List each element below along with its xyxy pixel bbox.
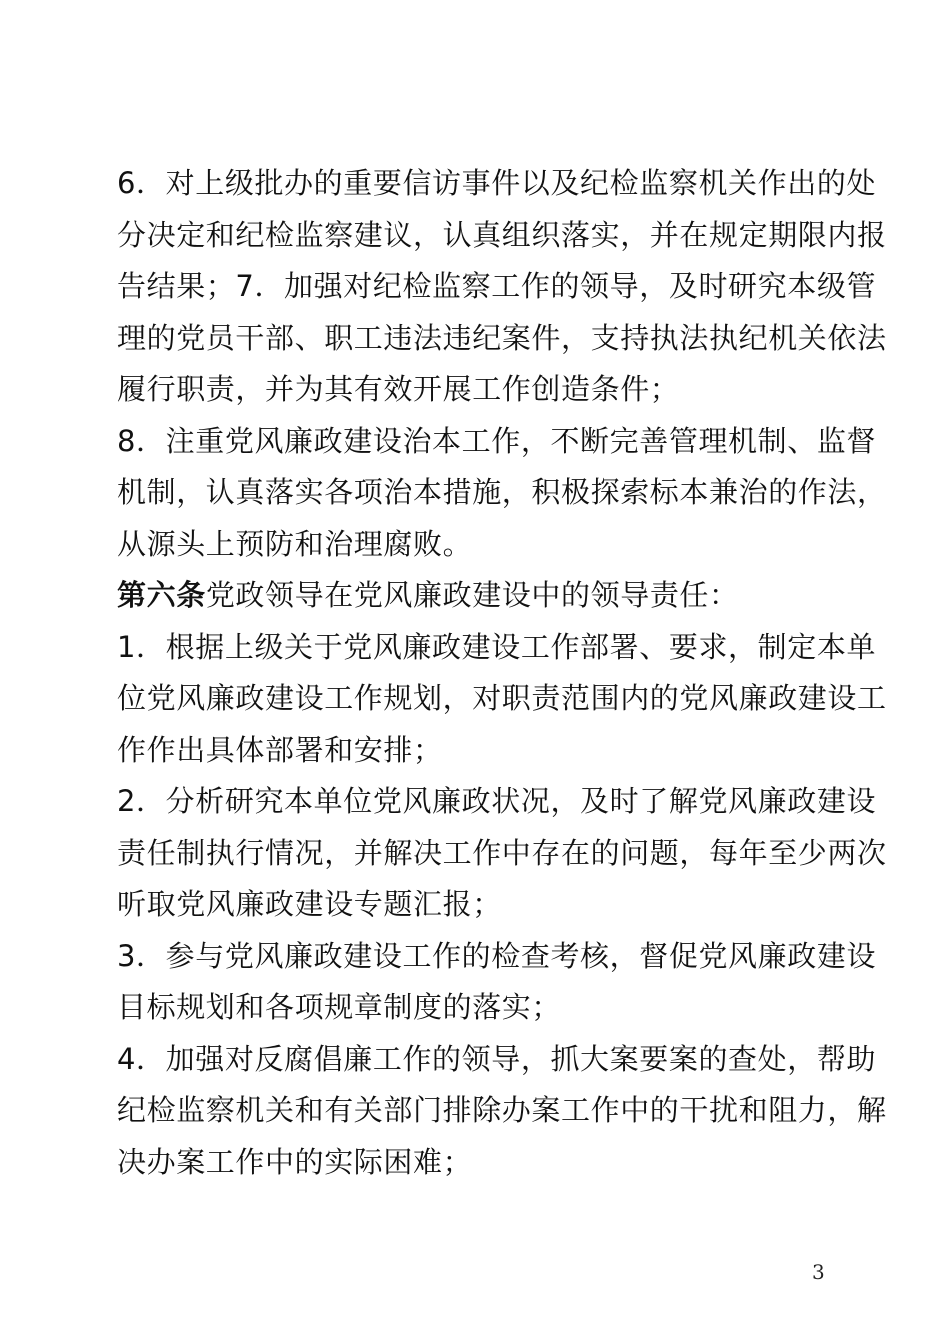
text-line: 理的党员干部、职工违法违纪案件，支持执法执纪机关依法 bbox=[117, 320, 887, 355]
text-line: 6．对上级批办的重要信访事件以及纪检监察机关作出的处 bbox=[117, 166, 877, 200]
article-line bbox=[117, 570, 847, 622]
text-line: 责任制执行情况，并解决工作中存在的问题，每年至少两次 bbox=[117, 835, 887, 870]
text-line: 听取党风廉政建设专题汇报； bbox=[117, 887, 502, 921]
text-line: 3．参与党风廉政建设工作的检查考核，督促党风廉政建设 bbox=[117, 938, 877, 973]
text-line: 分决定和纪检监察建议，认真组织落实，并在规定期限内报 bbox=[117, 217, 887, 252]
document-body bbox=[117, 158, 887, 1188]
text-line: 2．分析研究本单位党风廉政状况，及时了解党风廉政建设 bbox=[117, 784, 877, 818]
text-line: 纪检监察机关和有关部门排除办案工作中的干扰和阻力，解 bbox=[117, 1093, 887, 1127]
text-line: 决办案工作中的实际困难； bbox=[117, 1144, 473, 1179]
text-line: 从源头上预防和治理腐败。 bbox=[117, 526, 473, 561]
text-line: 目标规划和各项规章制度的落实； bbox=[117, 990, 562, 1024]
article-heading: 第六条 bbox=[117, 578, 206, 612]
text-line: 机制，认真落实各项治本措施，积极探索标本兼治的作法， bbox=[117, 475, 887, 509]
text-line: 作作出具体部署和安排； bbox=[117, 732, 443, 767]
text-line: 位党风廉政建设工作规划，对职责范围内的党风廉政建设工 bbox=[117, 681, 887, 715]
text-line: 告结果；7．加强对纪检监察工作的领导，及时研究本级管 bbox=[117, 269, 877, 303]
text-line: 8．注重党风廉政建设治本工作，不断完善管理机制、监督 bbox=[117, 423, 877, 458]
text-line: 1．根据上级关于党风廉政建设工作部署、要求，制定本单 bbox=[117, 629, 877, 664]
page-number: 3 bbox=[812, 1260, 825, 1284]
article-text: 党政领导在党风廉政建设中的领导责任： bbox=[205, 578, 739, 612]
text-line: 履行职责，并为其有效开展工作创造条件； bbox=[117, 372, 680, 406]
text-line: 4．加强对反腐倡廉工作的领导，抓大案要案的查处，帮助 bbox=[117, 1041, 877, 1076]
